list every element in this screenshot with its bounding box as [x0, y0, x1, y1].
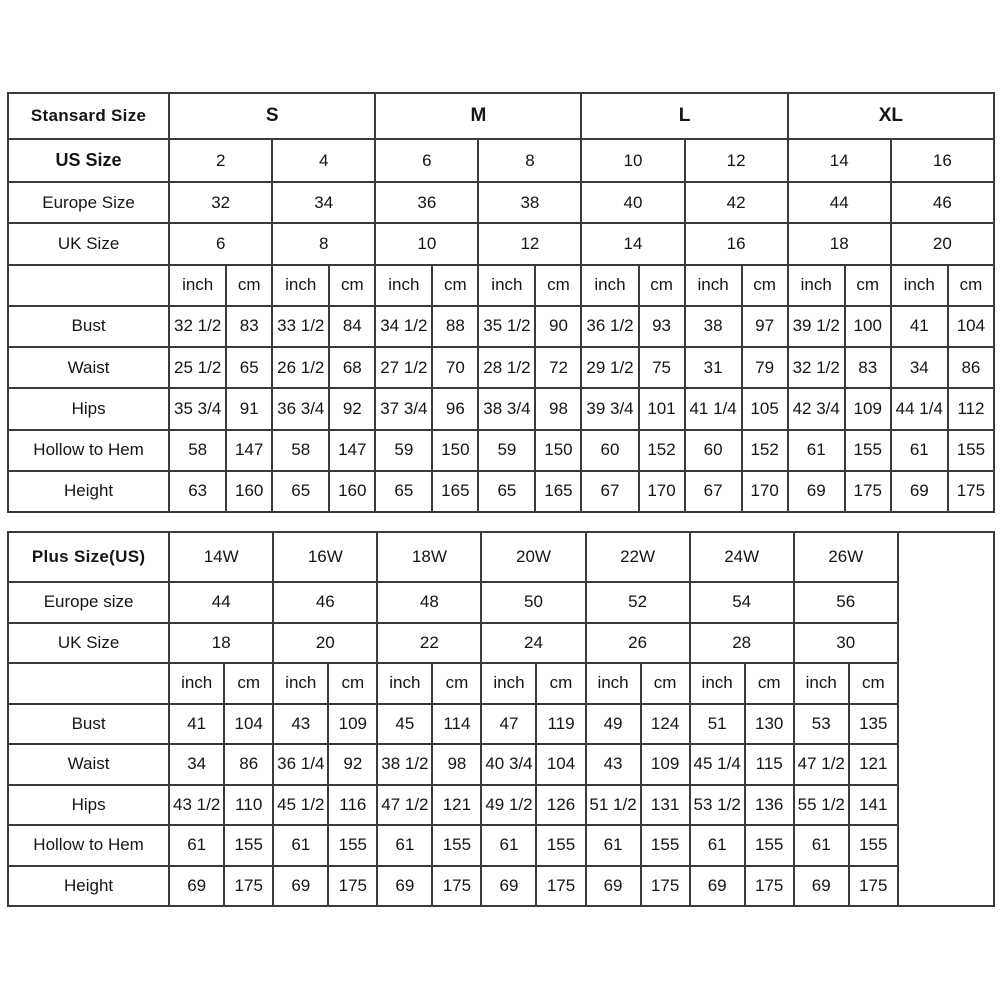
unit-header-cell: inch — [273, 663, 328, 704]
value-cell: 65 — [272, 471, 329, 512]
value-cell: 175 — [641, 866, 690, 907]
value-cell: 67 — [581, 471, 638, 512]
size-group-header: 16W — [273, 532, 377, 582]
value-cell: 58 — [169, 430, 226, 471]
value-cell: 155 — [845, 430, 891, 471]
value-cell: 97 — [742, 306, 788, 347]
value-cell: 41 1/4 — [685, 388, 742, 429]
value-cell: 47 — [481, 704, 536, 745]
value-cell: 79 — [742, 347, 788, 388]
value-cell: 63 — [169, 471, 226, 512]
value-cell: 22 — [377, 623, 481, 664]
value-cell: 65 — [226, 347, 272, 388]
value-cell: 51 1/2 — [586, 785, 641, 826]
value-cell: 47 1/2 — [377, 785, 432, 826]
unit-header-cell: inch — [169, 265, 226, 306]
unit-header-cell: cm — [329, 265, 375, 306]
value-cell: 141 — [849, 785, 898, 826]
value-cell: 160 — [329, 471, 375, 512]
value-cell: 165 — [432, 471, 478, 512]
value-cell: 131 — [641, 785, 690, 826]
value-cell: 38 — [478, 182, 581, 223]
value-cell: 170 — [639, 471, 685, 512]
value-cell: 28 — [690, 623, 794, 664]
value-cell: 69 — [690, 866, 745, 907]
value-cell: 35 3/4 — [169, 388, 226, 429]
value-cell: 65 — [375, 471, 432, 512]
unit-header-cell: cm — [224, 663, 273, 704]
unit-header-cell: inch — [272, 265, 329, 306]
unit-header-cell: cm — [845, 265, 891, 306]
value-cell: 121 — [432, 785, 481, 826]
value-cell: 61 — [481, 825, 536, 866]
value-cell: 53 1/2 — [690, 785, 745, 826]
size-group-header: 20W — [481, 532, 585, 582]
value-cell: 32 — [169, 182, 272, 223]
value-cell: 104 — [948, 306, 994, 347]
value-cell: 34 — [169, 744, 224, 785]
value-cell: 60 — [581, 430, 638, 471]
value-cell: 84 — [329, 306, 375, 347]
value-cell: 53 — [794, 704, 849, 745]
unit-header-cell: cm — [535, 265, 581, 306]
value-cell: 40 3/4 — [481, 744, 536, 785]
unit-header-cell: inch — [478, 265, 535, 306]
value-cell: 30 — [794, 623, 898, 664]
value-cell: 69 — [794, 866, 849, 907]
value-cell: 27 1/2 — [375, 347, 432, 388]
value-cell: 69 — [788, 471, 845, 512]
value-cell: 61 — [891, 430, 948, 471]
value-cell: 42 3/4 — [788, 388, 845, 429]
row-label: Height — [8, 471, 169, 512]
unit-header-cell: cm — [849, 663, 898, 704]
size-group-header: 26W — [794, 532, 898, 582]
value-cell: 155 — [432, 825, 481, 866]
row-label: UK Size — [8, 223, 169, 264]
row-label: Bust — [8, 704, 169, 745]
value-cell: 37 3/4 — [375, 388, 432, 429]
value-cell: 8 — [272, 223, 375, 264]
standard-size-table — [7, 92, 995, 513]
value-cell: 147 — [329, 430, 375, 471]
value-cell: 6 — [375, 139, 478, 182]
value-cell: 39 1/2 — [788, 306, 845, 347]
row-label: Hips — [8, 785, 169, 826]
value-cell: 45 1/2 — [273, 785, 328, 826]
value-cell: 29 1/2 — [581, 347, 638, 388]
value-cell: 61 — [794, 825, 849, 866]
value-cell: 88 — [432, 306, 478, 347]
value-cell: 35 1/2 — [478, 306, 535, 347]
value-cell: 6 — [169, 223, 272, 264]
value-cell: 100 — [845, 306, 891, 347]
value-cell: 47 1/2 — [794, 744, 849, 785]
row-label: Height — [8, 866, 169, 907]
row-label: Hips — [8, 388, 169, 429]
value-cell: 175 — [432, 866, 481, 907]
value-cell: 38 — [685, 306, 742, 347]
empty-cell — [898, 532, 994, 906]
value-cell: 36 — [375, 182, 478, 223]
value-cell: 152 — [639, 430, 685, 471]
value-cell: 75 — [639, 347, 685, 388]
value-cell: 175 — [328, 866, 377, 907]
value-cell: 124 — [641, 704, 690, 745]
size-group-header: 14W — [169, 532, 273, 582]
unit-header-cell: cm — [328, 663, 377, 704]
value-cell: 109 — [845, 388, 891, 429]
value-cell: 69 — [481, 866, 536, 907]
value-cell: 69 — [586, 866, 641, 907]
value-cell: 69 — [891, 471, 948, 512]
plus-size-table — [7, 531, 995, 907]
value-cell: 115 — [745, 744, 794, 785]
value-cell: 147 — [226, 430, 272, 471]
value-cell: 175 — [745, 866, 794, 907]
value-cell: 114 — [432, 704, 481, 745]
value-cell: 56 — [794, 582, 898, 623]
row-label: Europe Size — [8, 182, 169, 223]
value-cell: 121 — [849, 744, 898, 785]
value-cell: 130 — [745, 704, 794, 745]
value-cell: 92 — [328, 744, 377, 785]
value-cell: 90 — [535, 306, 581, 347]
value-cell: 12 — [685, 139, 788, 182]
value-cell: 61 — [169, 825, 224, 866]
unit-header-cell: cm — [432, 265, 478, 306]
value-cell: 91 — [226, 388, 272, 429]
value-cell: 34 — [272, 182, 375, 223]
value-cell: 36 3/4 — [272, 388, 329, 429]
value-cell: 86 — [224, 744, 273, 785]
value-cell: 24 — [481, 623, 585, 664]
value-cell: 44 — [169, 582, 273, 623]
size-group-header: L — [581, 93, 787, 139]
unit-header-cell: cm — [948, 265, 994, 306]
value-cell: 170 — [742, 471, 788, 512]
value-cell: 18 — [788, 223, 891, 264]
value-cell: 150 — [432, 430, 478, 471]
value-cell: 28 1/2 — [478, 347, 535, 388]
value-cell: 150 — [535, 430, 581, 471]
value-cell: 155 — [328, 825, 377, 866]
value-cell: 59 — [375, 430, 432, 471]
value-cell: 41 — [169, 704, 224, 745]
size-group-header: 22W — [586, 532, 690, 582]
value-cell: 43 — [273, 704, 328, 745]
value-cell: 16 — [891, 139, 994, 182]
value-cell: 155 — [224, 825, 273, 866]
value-cell: 46 — [273, 582, 377, 623]
value-cell: 38 1/2 — [377, 744, 432, 785]
unit-header-cell: inch — [581, 265, 638, 306]
unit-header-cell: inch — [481, 663, 536, 704]
value-cell: 93 — [639, 306, 685, 347]
value-cell: 10 — [581, 139, 684, 182]
value-cell: 59 — [478, 430, 535, 471]
value-cell: 61 — [788, 430, 845, 471]
value-cell: 61 — [690, 825, 745, 866]
value-cell: 101 — [639, 388, 685, 429]
value-cell: 58 — [272, 430, 329, 471]
value-cell: 26 — [586, 623, 690, 664]
row-label: Hollow to Hem — [8, 825, 169, 866]
value-cell: 42 — [685, 182, 788, 223]
unit-header-cell: inch — [377, 663, 432, 704]
value-cell: 109 — [641, 744, 690, 785]
row-label: Hollow to Hem — [8, 430, 169, 471]
value-cell: 69 — [377, 866, 432, 907]
unit-header-cell: cm — [432, 663, 481, 704]
value-cell: 83 — [226, 306, 272, 347]
value-cell: 92 — [329, 388, 375, 429]
value-cell: 160 — [226, 471, 272, 512]
value-cell: 12 — [478, 223, 581, 264]
value-cell: 34 1/2 — [375, 306, 432, 347]
value-cell: 38 3/4 — [478, 388, 535, 429]
value-cell: 25 1/2 — [169, 347, 226, 388]
value-cell: 33 1/2 — [272, 306, 329, 347]
value-cell: 10 — [375, 223, 478, 264]
row-label-empty — [8, 663, 169, 704]
value-cell: 175 — [845, 471, 891, 512]
value-cell: 67 — [685, 471, 742, 512]
row-label: Waist — [8, 347, 169, 388]
value-cell: 16 — [685, 223, 788, 264]
value-cell: 2 — [169, 139, 272, 182]
unit-header-cell: inch — [685, 265, 742, 306]
size-group-header: M — [375, 93, 581, 139]
value-cell: 98 — [432, 744, 481, 785]
value-cell: 39 3/4 — [581, 388, 638, 429]
value-cell: 18 — [169, 623, 273, 664]
value-cell: 135 — [849, 704, 898, 745]
value-cell: 61 — [273, 825, 328, 866]
value-cell: 175 — [224, 866, 273, 907]
value-cell: 96 — [432, 388, 478, 429]
unit-header-cell: cm — [226, 265, 272, 306]
row-label-empty — [8, 265, 169, 306]
value-cell: 83 — [845, 347, 891, 388]
value-cell: 45 1/4 — [690, 744, 745, 785]
value-cell: 32 1/2 — [788, 347, 845, 388]
value-cell: 110 — [224, 785, 273, 826]
value-cell: 44 1/4 — [891, 388, 948, 429]
value-cell: 41 — [891, 306, 948, 347]
value-cell: 86 — [948, 347, 994, 388]
unit-header-cell: cm — [742, 265, 788, 306]
value-cell: 14 — [581, 223, 684, 264]
row-label: UK Size — [8, 623, 169, 664]
value-cell: 60 — [685, 430, 742, 471]
value-cell: 72 — [535, 347, 581, 388]
value-cell: 36 1/4 — [273, 744, 328, 785]
unit-header-cell: inch — [586, 663, 641, 704]
value-cell: 36 1/2 — [581, 306, 638, 347]
value-cell: 40 — [581, 182, 684, 223]
size-group-header: XL — [788, 93, 994, 139]
value-cell: 155 — [849, 825, 898, 866]
value-cell: 50 — [481, 582, 585, 623]
size-group-header: 24W — [690, 532, 794, 582]
value-cell: 175 — [849, 866, 898, 907]
value-cell: 43 1/2 — [169, 785, 224, 826]
value-cell: 32 1/2 — [169, 306, 226, 347]
value-cell: 98 — [535, 388, 581, 429]
value-cell: 51 — [690, 704, 745, 745]
value-cell: 105 — [742, 388, 788, 429]
value-cell: 119 — [536, 704, 585, 745]
value-cell: 152 — [742, 430, 788, 471]
value-cell: 175 — [536, 866, 585, 907]
row-label: Waist — [8, 744, 169, 785]
value-cell: 61 — [377, 825, 432, 866]
corner-label: Stansard Size — [8, 93, 169, 139]
value-cell: 20 — [891, 223, 994, 264]
value-cell: 165 — [535, 471, 581, 512]
unit-header-cell: cm — [641, 663, 690, 704]
unit-header-cell: inch — [891, 265, 948, 306]
value-cell: 112 — [948, 388, 994, 429]
unit-header-cell: cm — [536, 663, 585, 704]
value-cell: 155 — [536, 825, 585, 866]
value-cell: 55 1/2 — [794, 785, 849, 826]
value-cell: 69 — [273, 866, 328, 907]
value-cell: 136 — [745, 785, 794, 826]
size-group-header: S — [169, 93, 375, 139]
value-cell: 155 — [641, 825, 690, 866]
value-cell: 8 — [478, 139, 581, 182]
row-label: US Size — [8, 139, 169, 182]
value-cell: 26 1/2 — [272, 347, 329, 388]
value-cell: 155 — [948, 430, 994, 471]
unit-header-cell: inch — [169, 663, 224, 704]
row-label: Bust — [8, 306, 169, 347]
value-cell: 65 — [478, 471, 535, 512]
value-cell: 104 — [536, 744, 585, 785]
value-cell: 54 — [690, 582, 794, 623]
value-cell: 52 — [586, 582, 690, 623]
unit-header-cell: cm — [639, 265, 685, 306]
value-cell: 34 — [891, 347, 948, 388]
value-cell: 68 — [329, 347, 375, 388]
value-cell: 45 — [377, 704, 432, 745]
size-group-header: 18W — [377, 532, 481, 582]
value-cell: 44 — [788, 182, 891, 223]
unit-header-cell: cm — [745, 663, 794, 704]
value-cell: 61 — [586, 825, 641, 866]
value-cell: 48 — [377, 582, 481, 623]
value-cell: 69 — [169, 866, 224, 907]
value-cell: 155 — [745, 825, 794, 866]
value-cell: 46 — [891, 182, 994, 223]
value-cell: 70 — [432, 347, 478, 388]
value-cell: 20 — [273, 623, 377, 664]
corner-label: Plus Size(US) — [8, 532, 169, 582]
value-cell: 104 — [224, 704, 273, 745]
unit-header-cell: inch — [794, 663, 849, 704]
value-cell: 43 — [586, 744, 641, 785]
unit-header-cell: inch — [788, 265, 845, 306]
value-cell: 31 — [685, 347, 742, 388]
value-cell: 116 — [328, 785, 377, 826]
value-cell: 49 1/2 — [481, 785, 536, 826]
value-cell: 49 — [586, 704, 641, 745]
value-cell: 175 — [948, 471, 994, 512]
unit-header-cell: inch — [375, 265, 432, 306]
value-cell: 14 — [788, 139, 891, 182]
value-cell: 126 — [536, 785, 585, 826]
unit-header-cell: inch — [690, 663, 745, 704]
value-cell: 4 — [272, 139, 375, 182]
value-cell: 109 — [328, 704, 377, 745]
row-label: Europe size — [8, 582, 169, 623]
